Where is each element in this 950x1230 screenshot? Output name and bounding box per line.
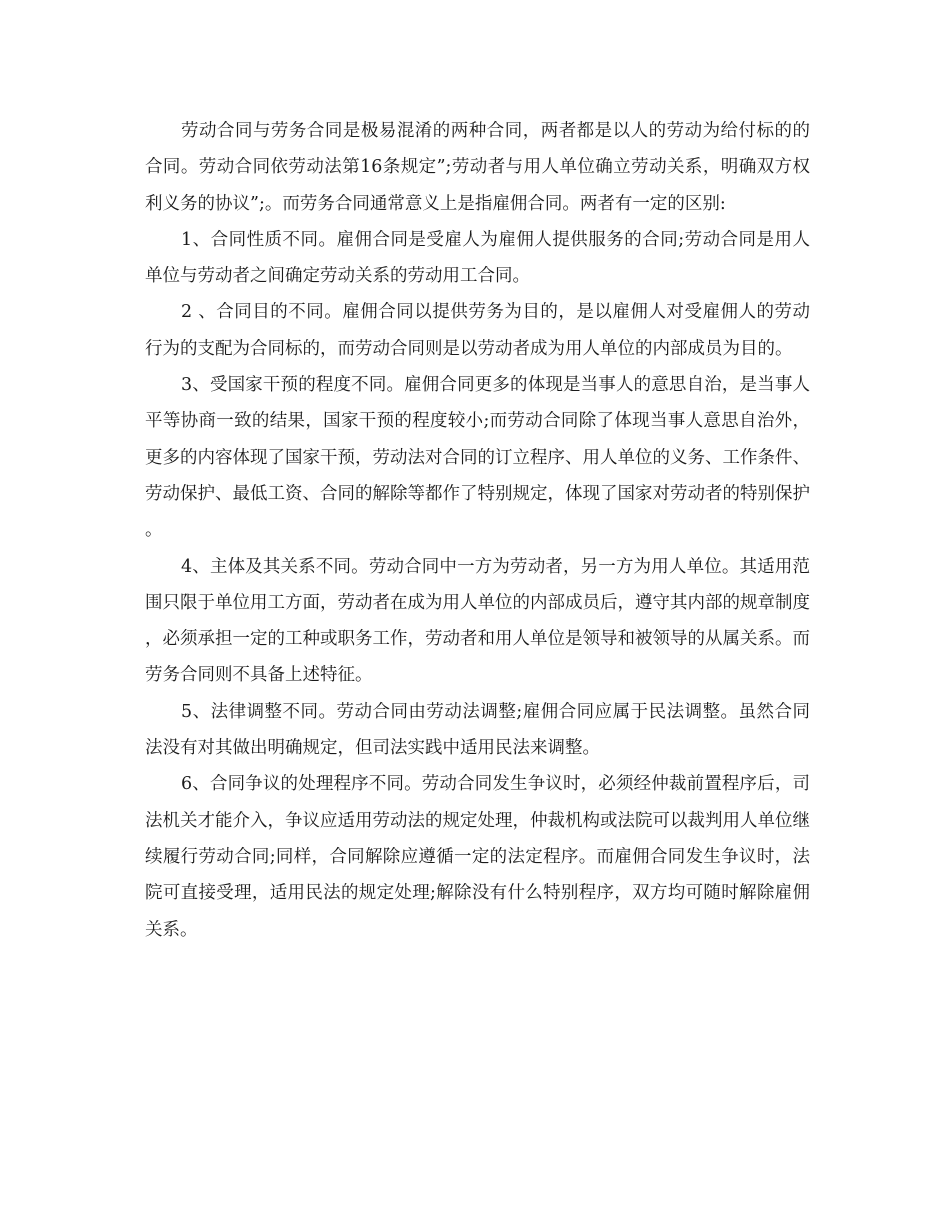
point-4-paragraph: 4、主体及其关系不同。劳动合同中一方为劳动者，另一方为用人单位。其适用范围只限于单位用工方面，劳动者在成为用人单位的内部成员后，遵守其内部的规章制度，必须承担一定的工种或职务工作，劳动者和用人单位是领导和被领导的从属关系。而劳务合同则不具备上述特征。 <box>145 556 810 686</box>
point-2-paragraph: 2 、合同目的不同。雇佣合同以提供劳务为目的，是以雇佣人对受雇佣人的劳动行为的支配为合同标的，而劳动合同则是以劳动者成为用人单位的内部成员为目的。 <box>145 302 810 359</box>
intro-paragraph: 劳动合同与劳务合同是极易混淆的两种合同，两者都是以人的劳动为给付标的的合同。劳动合同依劳动法第16条规定”;劳动者与用人单位确立劳动关系，明确双方权利义务的协议”;。而劳务合同通常意义上是指雇佣合同。两者有一定的区别: <box>145 121 810 214</box>
point-5-paragraph: 5、法律调整不同。劳动合同由劳动法调整;雇佣合同应属于民法调整。虽然合同法没有对其做出明确规定，但司法实践中适用民法来调整。 <box>145 701 810 759</box>
point-3-paragraph: 3、受国家干预的程度不同。雇佣合同更多的体现是当事人的意思自治，是当事人平等协商一致的结果，国家干预的程度较小;而劳动合同除了体现当事人意思自治外，更多的内容体现了国家干预，劳动法对合同的订立程序、用人单位的义务、工作条件、劳动保护、最低工资、合同的解除等都作了特别规定，体现了国家对劳动者的特别保护。 <box>145 375 810 541</box>
document-body <box>145 113 810 948</box>
point-1-paragraph: 1、合同性质不同。雇佣合同是受雇人为雇佣人提供服务的合同;劳动合同是用人单位与劳动者之间确定劳动关系的劳动用工合同。 <box>145 229 810 287</box>
point-6-paragraph: 6、合同争议的处理程序不同。劳动合同发生争议时，必须经仲裁前置程序后，司法机关才能介入，争议应适用劳动法的规定处理，仲裁机构或法院可以裁判用人单位继续履行劳动合同;同样，合同解除应遵循一定的法定程序。而雇佣合同发生争议时，法院可直接受理，适用民法的规定处理;解除没有什么特别程序，双方均可随时解除雇佣关系。 <box>145 774 810 940</box>
